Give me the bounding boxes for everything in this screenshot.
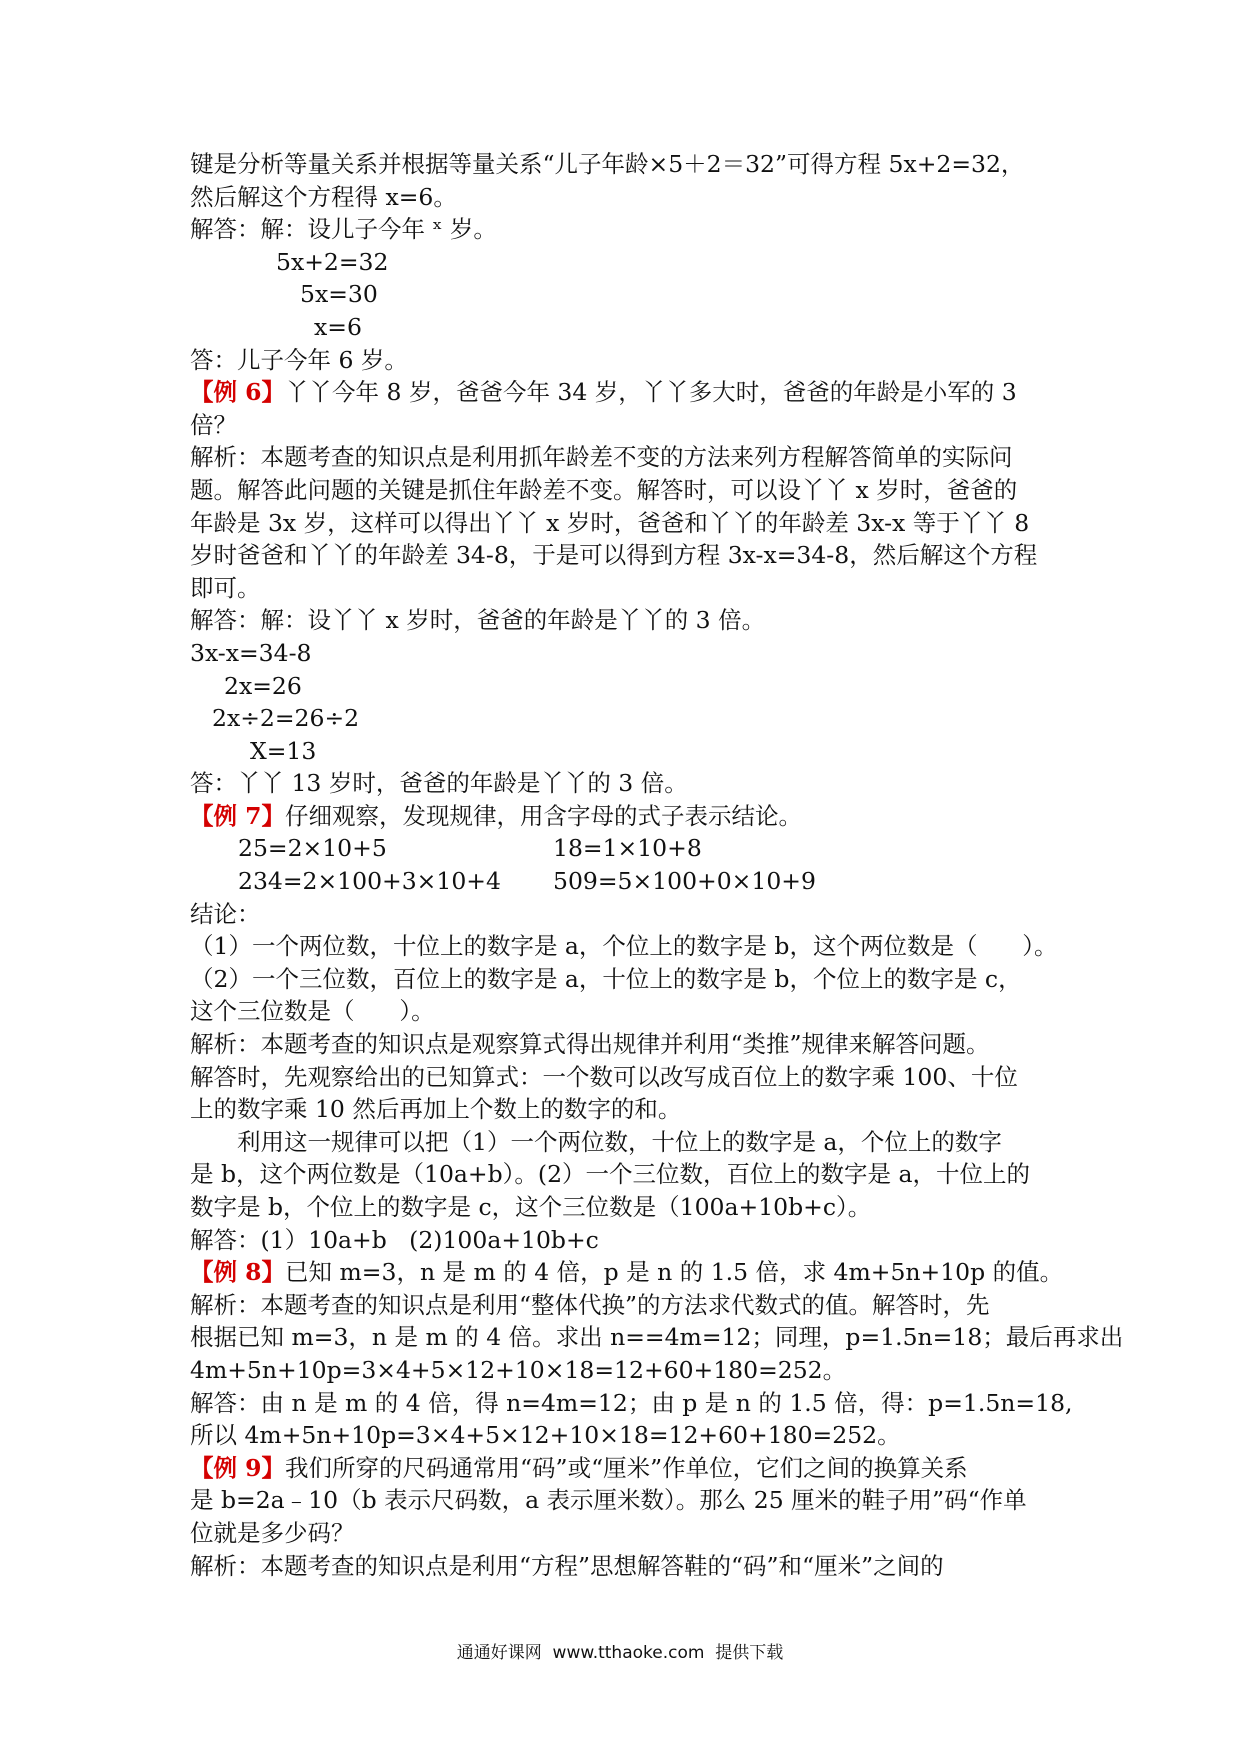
text-line: 位就是多少码？ bbox=[190, 1518, 355, 1547]
text-line: 解答：由 n 是 m 的 4 倍，得 n=4m=12；由 p 是 n 的 1.5 倍，得：p=1.5n=18, bbox=[190, 1388, 1073, 1417]
equation-line: 5x=30 bbox=[300, 280, 378, 309]
text-line: （2）一个三位数，百位上的数字是 a，十位上的数字是 b，个位上的数字是 c， bbox=[190, 964, 1022, 993]
example-tag: 【例 8】 bbox=[190, 1258, 286, 1287]
text-line: 上的数字乘 10 然后再加上个数上的数字的和。 bbox=[190, 1095, 682, 1124]
text-line: 即可。 bbox=[190, 573, 261, 602]
equation: 25=2×10+5 bbox=[238, 834, 387, 863]
equation-line: 3x-x=34-8 bbox=[190, 638, 312, 667]
page-footer: 通通好课网 www.tthaoke.com 提供下载 bbox=[456, 1643, 784, 1663]
text-line: 解析：本题考查的知识点是利用抓年龄差不变的方法来列方程解答简单的实际问 bbox=[190, 443, 1013, 472]
equation: 18=1×10+8 bbox=[553, 834, 702, 863]
text-line: 解答：解：设丫丫 x 岁时，爸爸的年龄是丫丫的 3 倍。 bbox=[190, 606, 766, 635]
text-line: 题。解答此问题的关键是抓住年龄差不变。解答时，可以设丫丫 x 岁时，爸爸的 bbox=[190, 475, 1018, 504]
text-line: 岁时爸爸和丫丫的年龄差 34-8，于是可以得到方程 3x-x=34-8，然后解这个方程 bbox=[190, 541, 1038, 570]
text-line: 解析：本题考查的知识点是观察算式得出规律并利用“类推”规律来解答问题。 bbox=[190, 1030, 990, 1059]
text-line: 这个三位数是（ ）。 bbox=[190, 997, 435, 1026]
example-9-heading bbox=[190, 1452, 1060, 1485]
equation: 234=2×100+3×10+4 bbox=[238, 867, 501, 896]
text-line: 根据已知 m=3，n 是 m 的 4 倍。求出 n==4m=12；同理，p=1.5n=18；最后再求出 bbox=[190, 1323, 1124, 1352]
equation-row bbox=[190, 865, 1060, 898]
equation: 509=5×100+0×10+9 bbox=[553, 867, 816, 896]
equation-line: 2x=26 bbox=[224, 671, 302, 700]
answer-line: 解答：(1）10a+b (2)100a+10b+c bbox=[190, 1225, 599, 1254]
equation-row bbox=[190, 832, 1060, 865]
text-line: 是 b=2a﹣10（b 表示尺码数，a 表示厘米数）。那么 25 厘米的鞋子用”码“作单 bbox=[190, 1486, 1027, 1515]
example-tag: 【例 7】 bbox=[190, 801, 286, 830]
equation-line: 5x+2=32 bbox=[276, 247, 389, 276]
text-line: 所以 4m+5n+10p=3×4+5×12+10×18=12+60+180=252。 bbox=[190, 1421, 901, 1450]
answer-line: 答：儿子今年 6 岁。 bbox=[190, 345, 408, 374]
answer-line: 答：丫丫 13 岁时，爸爸的年龄是丫丫的 3 倍。 bbox=[190, 769, 688, 798]
text-line: 是 b，这个两位数是（10a+b）。(2）一个三位数，百位上的数字是 a，十位上的 bbox=[190, 1160, 1031, 1189]
text-line: 4m+5n+10p=3×4+5×12+10×18=12+60+180=252。 bbox=[190, 1355, 847, 1384]
text-line: 结论： bbox=[190, 899, 261, 928]
equation-line: 2x÷2=26÷2 bbox=[212, 704, 360, 733]
text-line: 然后解这个方程得 x=6。 bbox=[190, 182, 457, 211]
text-line: 键是分析等量关系并根据等量关系“儿子年龄×5＋2＝32”可得方程 5x+2=32， bbox=[190, 150, 1025, 178]
text-line: 解析：本题考查的知识点是利用“方程”思想解答鞋的“码”和“厘米”之间的 bbox=[190, 1551, 944, 1580]
example-tag: 【例 9】 bbox=[190, 1453, 286, 1482]
example-7-heading bbox=[190, 800, 1060, 833]
text-line: 解答时，先观察给出的已知算式：一个数可以改写成百位上的数字乘 100、十位 bbox=[190, 1062, 1018, 1091]
example-tag: 【例 6】 bbox=[190, 378, 286, 407]
example-text: 仔细观察，发现规律，用含字母的式子表示结论。 bbox=[285, 801, 803, 830]
text-line: 解析：本题考查的知识点是利用“整体代换”的方法求代数式的值。解答时，先 bbox=[190, 1290, 990, 1319]
text-line: 倍？ bbox=[190, 410, 237, 439]
text-line: 解答：解：设儿子今年 ˣ 岁。 bbox=[190, 215, 497, 244]
text-line: 年龄是 3x 岁，这样可以得出丫丫 x 岁时，爸爸和丫丫的年龄差 3x-x 等于丫丫 8 bbox=[190, 508, 1030, 537]
equation-line: x=6 bbox=[314, 312, 362, 341]
example-text: 我们所穿的尺码通常用“码”或“厘米”作单位，它们之间的换算关系 bbox=[285, 1453, 968, 1482]
example-6-heading bbox=[190, 376, 1060, 409]
text-line: 利用这一规律可以把（1）一个两位数，十位上的数字是 a，个位上的数字 bbox=[237, 1127, 1002, 1156]
document-body bbox=[190, 148, 1124, 1582]
text-line: 数字是 b，个位上的数字是 c，这个三位数是（100a+10b+c）。 bbox=[190, 1193, 872, 1221]
text-line: （1）一个两位数，十位上的数字是 a，个位上的数字是 b，这个两位数是（ ）。 bbox=[190, 932, 1058, 961]
example-text: 已知 m=3，n 是 m 的 4 倍，p 是 n 的 1.5 倍，求 4m+5n+10p 的值。 bbox=[285, 1258, 1064, 1287]
example-8-heading bbox=[190, 1256, 1064, 1289]
equation-line: X=13 bbox=[250, 736, 317, 765]
example-text: 丫丫今年 8 岁，爸爸今年 34 岁，丫丫多大时，爸爸的年龄是小军的 3 bbox=[285, 378, 1017, 407]
